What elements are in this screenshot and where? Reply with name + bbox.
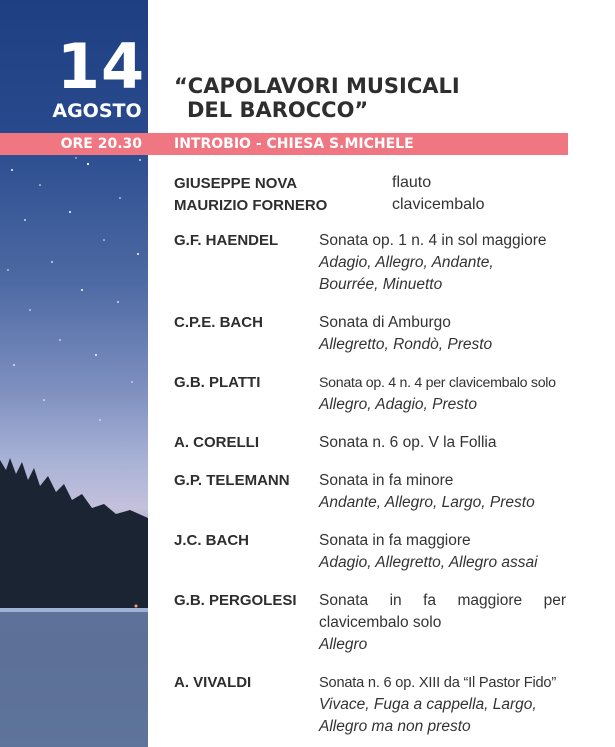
composer-name: A. VIVALDI <box>174 674 252 691</box>
composer-name: A. CORELLI <box>174 434 259 451</box>
composer-name: G.F. HAENDEL <box>174 232 279 249</box>
program-item <box>174 672 566 738</box>
work-title: Sonata in fa maggiore <box>319 532 471 549</box>
work-movements: Adagio, Allegro, Andante, <box>319 254 494 271</box>
event-location: INTROBIO - CHIESA S.MICHELE <box>148 133 568 155</box>
composer-name: J.C. BACH <box>174 532 250 549</box>
performer-row <box>174 194 574 216</box>
work-title: Sonata in fa minore <box>319 472 454 489</box>
composer-name: G.B. PERGOLESI <box>174 592 297 609</box>
work-movements: Bourrée, Minuetto <box>319 276 443 293</box>
program-item <box>174 590 566 656</box>
performer-instrument: flauto <box>392 174 432 191</box>
work-movements: Andante, Allegro, Largo, Presto <box>319 494 535 511</box>
work-title: Sonata in fa maggiore per clavicembalo solo <box>319 592 566 631</box>
night-sky-photo <box>0 0 148 747</box>
work-title: Sonata di Amburgo <box>319 314 451 331</box>
work-title: Sonata op. 4 n. 4 per clavicembalo solo <box>319 375 556 391</box>
program-item <box>174 470 566 514</box>
performer-instrument: clavicembalo <box>392 196 485 213</box>
work-movements: Allegro ma non presto <box>319 718 471 735</box>
info-band <box>0 133 568 155</box>
title-line-1: “CAPOLAVORI MUSICALI <box>174 74 460 98</box>
work-movements: Allegro, Adagio, Presto <box>319 396 477 413</box>
program-item <box>174 312 566 356</box>
program-item <box>174 432 566 454</box>
composer-name: G.P. TELEMANN <box>174 472 290 489</box>
date-day: 14 <box>56 30 146 103</box>
program-item <box>174 372 566 416</box>
stars-decoration <box>0 150 148 470</box>
work-movements: Vivace, Fuga a cappella, Largo, <box>319 696 537 713</box>
composer-name: G.B. PLATTI <box>174 374 261 391</box>
program-item <box>174 530 566 574</box>
work-title: Sonata n. 6 op. XIII da “Il Pastor Fido” <box>319 675 556 691</box>
event-time: ORE 20.30 <box>0 133 148 155</box>
composer-name: C.P.E. BACH <box>174 314 263 331</box>
program-item <box>174 230 566 296</box>
work-title: Sonata n. 6 op. V la Follia <box>319 434 497 451</box>
work-movements: Adagio, Allegretto, Allegro assai <box>319 554 538 571</box>
work-title: Sonata op. 1 n. 4 in sol maggiore <box>319 232 547 249</box>
performer-row <box>174 172 574 194</box>
concert-title <box>174 74 554 122</box>
forest-lake-silhouette <box>0 440 148 747</box>
date-month: AGOSTO <box>52 100 142 122</box>
performer-name: MAURIZIO FORNERO <box>174 196 328 214</box>
performers-list <box>174 172 574 216</box>
work-movements: Allegro <box>319 636 368 653</box>
title-line-2: DEL BAROCCO” <box>187 98 369 122</box>
performer-name: GIUSEPPE NOVA <box>174 174 298 192</box>
work-movements: Allegretto, Rondò, Presto <box>319 336 493 353</box>
